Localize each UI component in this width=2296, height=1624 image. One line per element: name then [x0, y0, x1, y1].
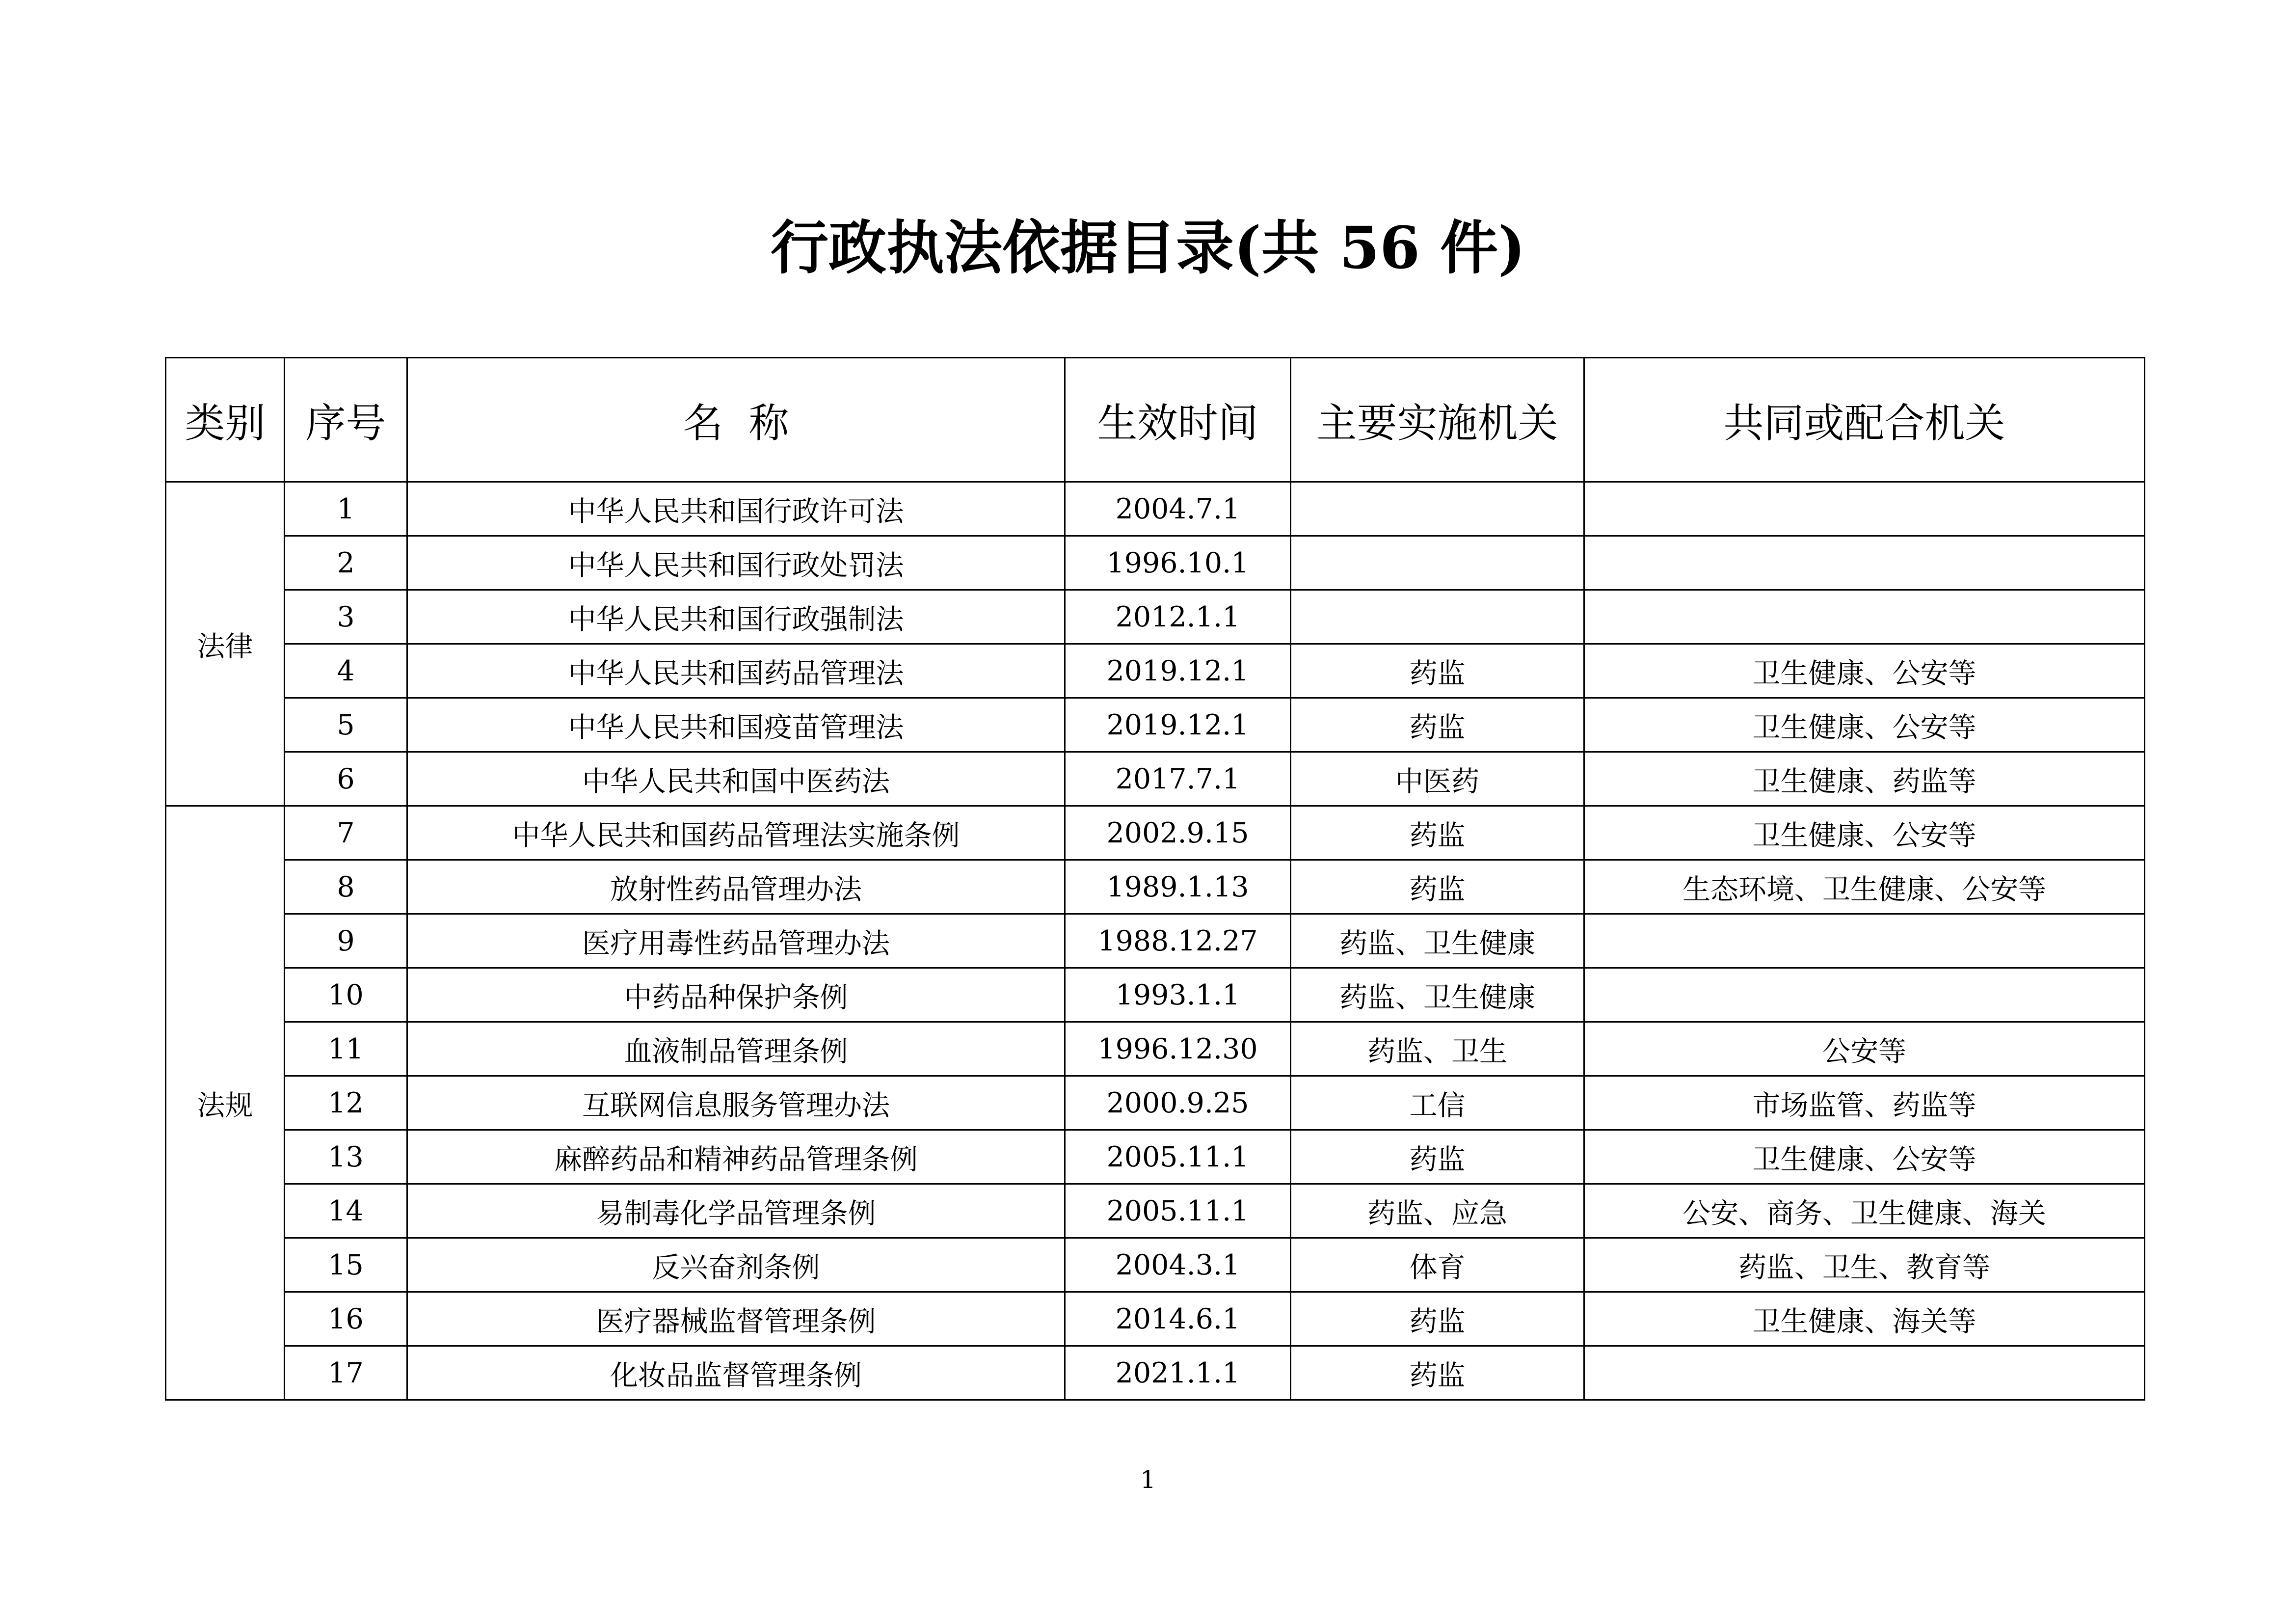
row-co-agency-cell: 卫生健康、海关等 [1584, 1292, 2145, 1346]
row-index-cell: 11 [285, 1022, 407, 1076]
row-main-agency-cell: 中医药 [1291, 752, 1584, 806]
row-index-cell: 9 [285, 914, 407, 968]
header-index: 序号 [285, 358, 407, 482]
row-index-cell: 12 [285, 1076, 407, 1130]
row-index-cell: 10 [285, 968, 407, 1022]
table-row [166, 1184, 2145, 1238]
row-name-cell: 中华人民共和国药品管理法 [407, 644, 1065, 698]
row-index-cell: 4 [285, 644, 407, 698]
row-name-cell: 化妆品监督管理条例 [407, 1346, 1065, 1400]
row-date-cell: 2004.3.1 [1065, 1238, 1291, 1292]
row-date-cell: 2019.12.1 [1065, 698, 1291, 752]
row-co-agency-cell: 市场监管、药监等 [1584, 1076, 2145, 1130]
row-name-cell: 中药品种保护条例 [407, 968, 1065, 1022]
header-main-agency: 主要实施机关 [1291, 358, 1584, 482]
row-main-agency-cell: 工信 [1291, 1076, 1584, 1130]
table-row [166, 806, 2145, 860]
row-name-cell: 反兴奋剂条例 [407, 1238, 1065, 1292]
row-main-agency-cell: 体育 [1291, 1238, 1584, 1292]
row-co-agency-cell [1584, 590, 2145, 644]
row-index-cell: 16 [285, 1292, 407, 1346]
row-date-cell: 2012.1.1 [1065, 590, 1291, 644]
row-co-agency-cell: 公安等 [1584, 1022, 2145, 1076]
table-row [166, 1022, 2145, 1076]
row-date-cell: 2021.1.1 [1065, 1346, 1291, 1400]
row-name-cell: 麻醉药品和精神药品管理条例 [407, 1130, 1065, 1184]
row-main-agency-cell: 药监、卫生 [1291, 1022, 1584, 1076]
header-category: 类别 [166, 358, 285, 482]
category-cell: 法律 [166, 482, 285, 806]
row-main-agency-cell: 药监 [1291, 1130, 1584, 1184]
table-header-row [166, 358, 2145, 482]
row-name-cell: 医疗器械监督管理条例 [407, 1292, 1065, 1346]
table-row [166, 644, 2145, 698]
table-row [166, 1238, 2145, 1292]
row-main-agency-cell: 药监、卫生健康 [1291, 968, 1584, 1022]
row-co-agency-cell: 公安、商务、卫生健康、海关 [1584, 1184, 2145, 1238]
row-co-agency-cell: 卫生健康、公安等 [1584, 698, 2145, 752]
table-row [166, 1130, 2145, 1184]
row-main-agency-cell: 药监 [1291, 1292, 1584, 1346]
row-name-cell: 医疗用毒性药品管理办法 [407, 914, 1065, 968]
category-cell: 法规 [166, 806, 285, 1400]
row-co-agency-cell: 卫生健康、公安等 [1584, 1130, 2145, 1184]
row-main-agency-cell: 药监 [1291, 644, 1584, 698]
row-date-cell: 1993.1.1 [1065, 968, 1291, 1022]
row-main-agency-cell: 药监 [1291, 806, 1584, 860]
row-name-cell: 中华人民共和国疫苗管理法 [407, 698, 1065, 752]
row-index-cell: 6 [285, 752, 407, 806]
row-index-cell: 17 [285, 1346, 407, 1400]
row-date-cell: 2004.7.1 [1065, 482, 1291, 536]
row-date-cell: 1989.1.13 [1065, 860, 1291, 914]
row-main-agency-cell: 药监 [1291, 1346, 1584, 1400]
row-main-agency-cell: 药监、应急 [1291, 1184, 1584, 1238]
row-name-cell: 中华人民共和国中医药法 [407, 752, 1065, 806]
row-date-cell: 1996.12.30 [1065, 1022, 1291, 1076]
row-index-cell: 14 [285, 1184, 407, 1238]
row-name-cell: 中华人民共和国行政强制法 [407, 590, 1065, 644]
row-main-agency-cell [1291, 590, 1584, 644]
table-row [166, 752, 2145, 806]
row-name-cell: 血液制品管理条例 [407, 1022, 1065, 1076]
table-row [166, 914, 2145, 968]
table-row [166, 590, 2145, 644]
row-name-cell: 中华人民共和国行政许可法 [407, 482, 1065, 536]
table-row [166, 698, 2145, 752]
table-row [166, 860, 2145, 914]
row-index-cell: 7 [285, 806, 407, 860]
table-row [166, 536, 2145, 590]
row-co-agency-cell [1584, 914, 2145, 968]
catalog-table [165, 357, 2145, 1401]
row-co-agency-cell: 卫生健康、公安等 [1584, 644, 2145, 698]
header-effective-date: 生效时间 [1065, 358, 1291, 482]
table-row [166, 1076, 2145, 1130]
row-main-agency-cell: 药监 [1291, 860, 1584, 914]
page-number: 1 [1140, 1465, 1156, 1494]
row-index-cell: 1 [285, 482, 407, 536]
row-co-agency-cell: 卫生健康、公安等 [1584, 806, 2145, 860]
row-name-cell: 中华人民共和国药品管理法实施条例 [407, 806, 1065, 860]
table-row [166, 968, 2145, 1022]
row-co-agency-cell: 卫生健康、药监等 [1584, 752, 2145, 806]
row-name-cell: 放射性药品管理办法 [407, 860, 1065, 914]
row-co-agency-cell [1584, 536, 2145, 590]
row-name-cell: 中华人民共和国行政处罚法 [407, 536, 1065, 590]
row-date-cell: 2002.9.15 [1065, 806, 1291, 860]
row-co-agency-cell [1584, 1346, 2145, 1400]
row-index-cell: 5 [285, 698, 407, 752]
table-row [166, 1292, 2145, 1346]
row-date-cell: 2019.12.1 [1065, 644, 1291, 698]
header-name: 名 称 [407, 358, 1065, 482]
header-co-agency: 共同或配合机关 [1584, 358, 2145, 482]
row-main-agency-cell [1291, 482, 1584, 536]
table-body [166, 482, 2145, 1400]
table-row [166, 1346, 2145, 1400]
row-name-cell: 易制毒化学品管理条例 [407, 1184, 1065, 1238]
row-date-cell: 2014.6.1 [1065, 1292, 1291, 1346]
row-date-cell: 2005.11.1 [1065, 1184, 1291, 1238]
row-date-cell: 2005.11.1 [1065, 1130, 1291, 1184]
row-main-agency-cell: 药监、卫生健康 [1291, 914, 1584, 968]
row-date-cell: 2017.7.1 [1065, 752, 1291, 806]
row-co-agency-cell [1584, 482, 2145, 536]
row-date-cell: 1996.10.1 [1065, 536, 1291, 590]
row-co-agency-cell: 生态环境、卫生健康、公安等 [1584, 860, 2145, 914]
row-index-cell: 15 [285, 1238, 407, 1292]
row-co-agency-cell: 药监、卫生、教育等 [1584, 1238, 2145, 1292]
row-name-cell: 互联网信息服务管理办法 [407, 1076, 1065, 1130]
row-date-cell: 1988.12.27 [1065, 914, 1291, 968]
row-co-agency-cell [1584, 968, 2145, 1022]
row-date-cell: 2000.9.25 [1065, 1076, 1291, 1130]
page-title: 行政执法依据目录(共 56 件) [770, 214, 1526, 282]
row-index-cell: 13 [285, 1130, 407, 1184]
row-main-agency-cell: 药监 [1291, 698, 1584, 752]
row-index-cell: 8 [285, 860, 407, 914]
row-index-cell: 3 [285, 590, 407, 644]
row-main-agency-cell [1291, 536, 1584, 590]
row-index-cell: 2 [285, 536, 407, 590]
table-row [166, 482, 2145, 536]
